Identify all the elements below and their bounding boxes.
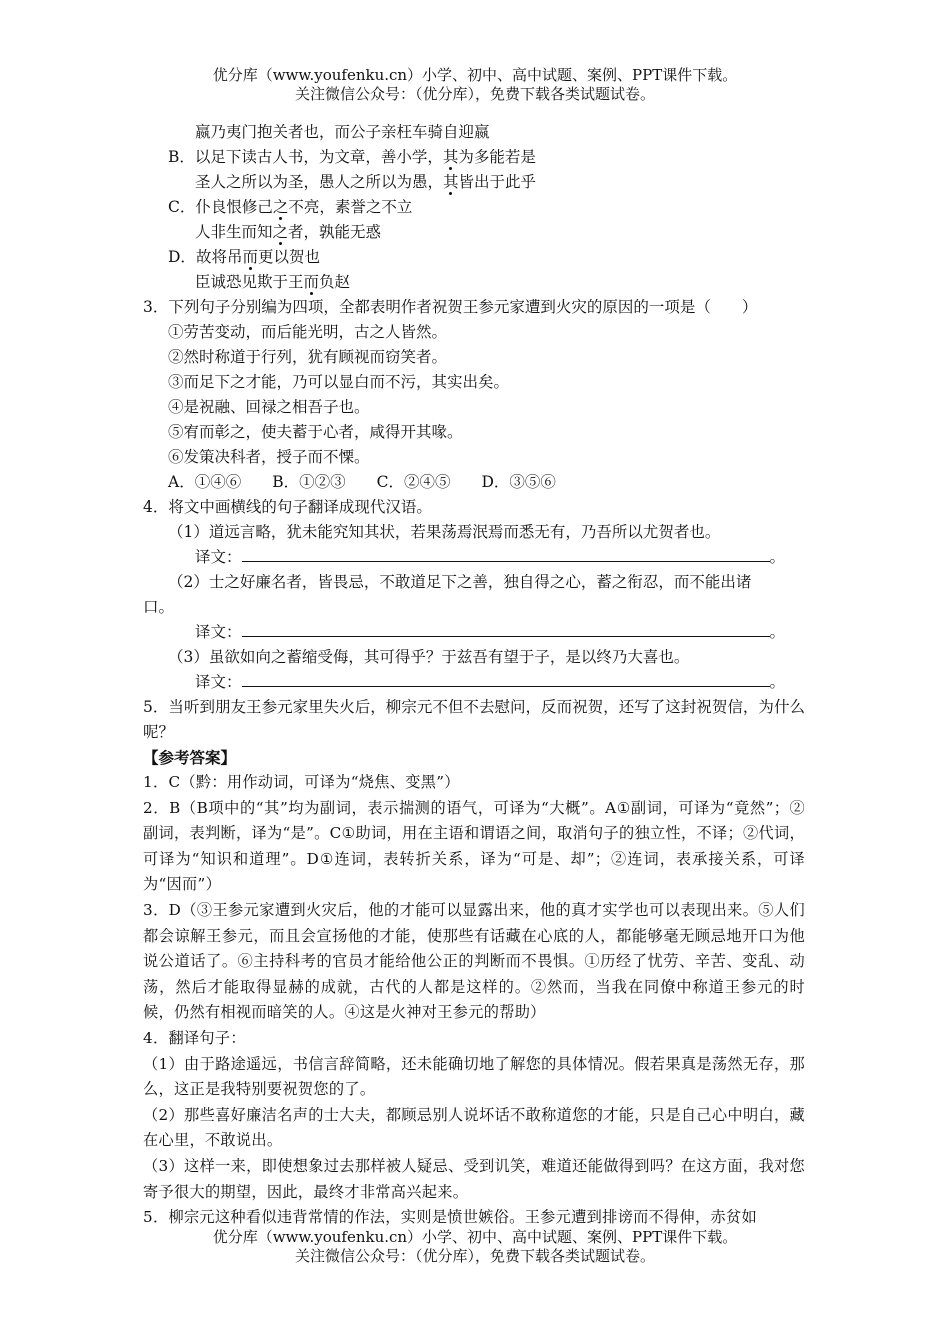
answer-3: 3．D（③王参元家遭到火灾后，他的才能可以显露出来，他的真才实学也可以表现出来。⑤人们都会谅解王参元，而且会宣扬他的才能，使那些有话藏在心底的人，都能够毫无顾忌地开口为他说公道话了。⑥主持科考的官员才能给他公正的判断而不畏惧。①历经了忧劳、辛苦、变乱、动荡，然后才能取得显赫的成就，古代的人都是这样的。②然而，当我在同僚中称道王参元的时候，仍然有相视而暗笑的人。④这是火神对王参元的帮助） [143,900,805,1022]
emphasis-dot-char: 其 [442,148,459,166]
q4-answer-line-1: 译文： 。 [195,548,786,566]
q4-sentence-2: （2）士之好廉名者，皆畏忌，不敢道足下之善，独自得之心，蓄之衔忍，而不能出诸 [168,573,752,591]
answer-4-3: （3）这样一来，即使想象过去那样被人疑忌、受到讥笑，难道还能做得到吗？在这方面，我对您寄予很大的期望，因此，最终才非常高兴起来。 [143,1156,805,1201]
q4-sentence-3: （3）虽欲如向之蓄缩受侮，其可得乎？于兹吾有望于子，是以终乃大喜也。 [168,648,690,666]
answer-5: 5．柳宗元这种看似违背常情的作法，实则是愤世嫉俗。王参元遭到排谤而不得伸，赤贫如 [143,1208,757,1227]
header-line-2: 关注微信公众号：（优分库），免费下载各类试题试卷。 [294,85,655,103]
q4-stem: 4．将文中画横线的句子翻译成现代汉语。 [143,498,432,516]
q3-item: ⑥发策决科者，授子而不慄。 [168,448,370,466]
answer-4-title: 4．翻译句子： [143,1028,246,1047]
q3-item: ①劳苦变动，而后能光明，古之人皆然。 [168,323,448,341]
q4-answer-line-2: 译文： 。 [195,623,786,641]
q4-answer-line-3: 译文： 。 [195,673,786,691]
q3-stem: 3．下列句子分别编为四项，全都表明作者祝贺王参元家遭到火灾的原因的一项是（ ） [143,298,758,316]
emphasis-dot-char: 而 [303,273,320,291]
q3-options: A．①④⑥ B．①②③ C．②④⑤ D．③⑤⑥ [168,473,556,491]
q2-option-c-line-2: 人非生而知之者，孰能无惑 [195,223,382,241]
q3-item: ④是祝融、回禄之相吾子也。 [168,398,370,416]
document-body [143,120,805,1231]
emphasis-dot-char: 之 [272,198,289,216]
answer-blank[interactable] [242,671,770,687]
answer-1: 1．C（黔：用作动词，可译为“烧焦、变黑”） [143,773,460,791]
answer-4-2: （2）那些喜好廉洁名声的士大夫，都顾忌别人说坏话不敢称道您的才能，只是自己心中明白，藏在心里，不敢说出。 [143,1105,805,1150]
q3-item: ⑤宥而彰之，使夫蓄于心者，咸得开其喙。 [168,423,463,441]
q2-option-d-line-2: 臣诚恐见欺于王而负赵 [195,273,351,291]
q3-item: ②然时称道于行列，犹有顾视而窃笑者。 [168,348,448,366]
q2-option-c-line-1: C．仆良恨修己之不亮，素誉之不立 [168,198,413,216]
q2-option-b-line-1: B．以足下读古人书，为文章，善小学，其为多能若是 [168,148,536,166]
emphasis-dot-char: 而 [242,248,258,266]
q4-sentence-1: （1）道远言略，犹未能究知其状，若果荡焉泯焉而悉无有，乃吾所以尤贺者也。 [168,523,721,541]
answer-blank[interactable] [242,621,770,637]
page-header [0,66,950,104]
q3-item: ③而足下之才能，乃可以显白而不污，其实出矣。 [168,373,510,391]
answer-blank[interactable] [242,546,770,562]
header-line-1: 优分库（www.youfenku.cn）小学、初中、高中试题、案例、PPT课件下载。 [212,66,738,84]
page-footer [0,1228,950,1266]
q2-option-b-line-2: 圣人之所以为圣，愚人之所以为愚，其皆出于此乎 [195,173,537,191]
q2-option-a-line-2: 嬴乃夷门抱关者也，而公子亲枉车骑自迎嬴 [195,123,490,141]
answers-title: 【参考答案】 [143,748,237,767]
q4-sentence-2-cont: 口。 [143,598,175,616]
emphasis-dot-char: 其 [443,173,459,191]
answer-2: 2．B（B项中的“其”均为副词，表示揣测的语气，可译为“大概”。A①副词，可译为“竟然”；②副词，表判断，译为“是”。C①助词，用在主语和谓语之间，取消句子的独立性，不译；②代词，可译为“知识和道理”。D①连词，表转折关系，译为“可是、却”；②连词，表承接关系，可译为“因而”） [143,798,805,894]
answer-4-1: （1）由于路途遥远，书信言辞简略，还未能确切地了解您的具体情况。假若果真是荡然无存，那么，这正是我特别要祝贺您的了。 [143,1054,805,1099]
footer-line-2: 关注微信公众号：（优分库），免费下载各类试题试卷。 [294,1247,655,1265]
footer-line-1: 优分库（www.youfenku.cn）小学、初中、高中试题、案例、PPT课件下载。 [212,1228,738,1246]
emphasis-dot-char: 之 [272,223,289,241]
q5-stem: 5．当听到朋友王参元家里失火后，柳宗元不但不去慰问，反而祝贺，还写了这封祝贺信，为什么呢？ [143,698,805,741]
q2-option-d-line-1: D．故将吊而更以贺也 [168,248,320,266]
